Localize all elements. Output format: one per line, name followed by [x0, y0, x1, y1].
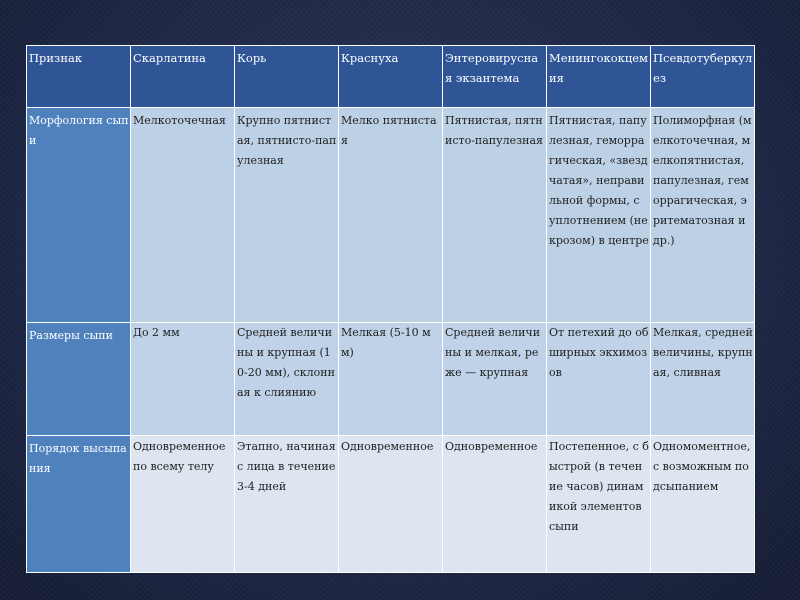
table-cell: Крупно пятнистая, пятнисто-папулезная [235, 108, 339, 323]
table-cell: Одновременное [443, 436, 547, 573]
table-cell: Этапно, начиная с лица в течение 3-4 дней [235, 436, 339, 573]
table-header-row [27, 46, 755, 108]
table-cell: Одномоментное, с возможным подсыпанием [651, 436, 755, 573]
header-cell-pseudotuberculosis: Псевдотуберкулез [651, 46, 755, 108]
table-cell: Мелкая, средней величины, крупная, сливная [651, 323, 755, 436]
row-label: Размеры сыпи [27, 323, 131, 436]
header-cell-feature: Признак [27, 46, 131, 108]
header-cell-meningococcemia: Менингококцемия [547, 46, 651, 108]
table-row-rash-order [27, 436, 755, 573]
table-cell: Пятнистая, пятнисто-папулезная [443, 108, 547, 323]
table-cell: Полиморфная (мелкоточечная, мелкопятнистая, папулезная, геморрагическая, эритематозная и др.) [651, 108, 755, 323]
row-label: Морфология сыпи [27, 108, 131, 323]
table-cell: До 2 мм [131, 323, 235, 436]
table-cell: Одновременное [339, 436, 443, 573]
header-cell-scarlet-fever: Скарлатина [131, 46, 235, 108]
header-cell-rubella: Краснуха [339, 46, 443, 108]
table-row-rash-morphology [27, 108, 755, 323]
table-cell: Пятнистая, папулезная, геморрагическая, «звездчатая», неправильной формы, с уплотнением (некрозом) в центре [547, 108, 651, 323]
table-cell: Мелко пятнистая [339, 108, 443, 323]
comparison-table [26, 45, 755, 573]
header-cell-measles: Корь [235, 46, 339, 108]
header-cell-enteroviral-exanthema: Энтеровирусная экзантема [443, 46, 547, 108]
table-cell: От петехий до обширных экхимозов [547, 323, 651, 436]
table-cell: Средней величины и крупная (10-20 мм), склонная к слиянию [235, 323, 339, 436]
table-row-rash-size [27, 323, 755, 436]
table-cell: Постепенное, с быстрой (в течение часов) динамикой элементов сыпи [547, 436, 651, 573]
table-cell: Средней величины и мелкая, реже — крупная [443, 323, 547, 436]
table-cell: Мелкоточечная [131, 108, 235, 323]
table-cell: Одновременное по всему телу [131, 436, 235, 573]
row-label: Порядок высыпания [27, 436, 131, 573]
table-cell: Мелкая (5-10 мм) [339, 323, 443, 436]
